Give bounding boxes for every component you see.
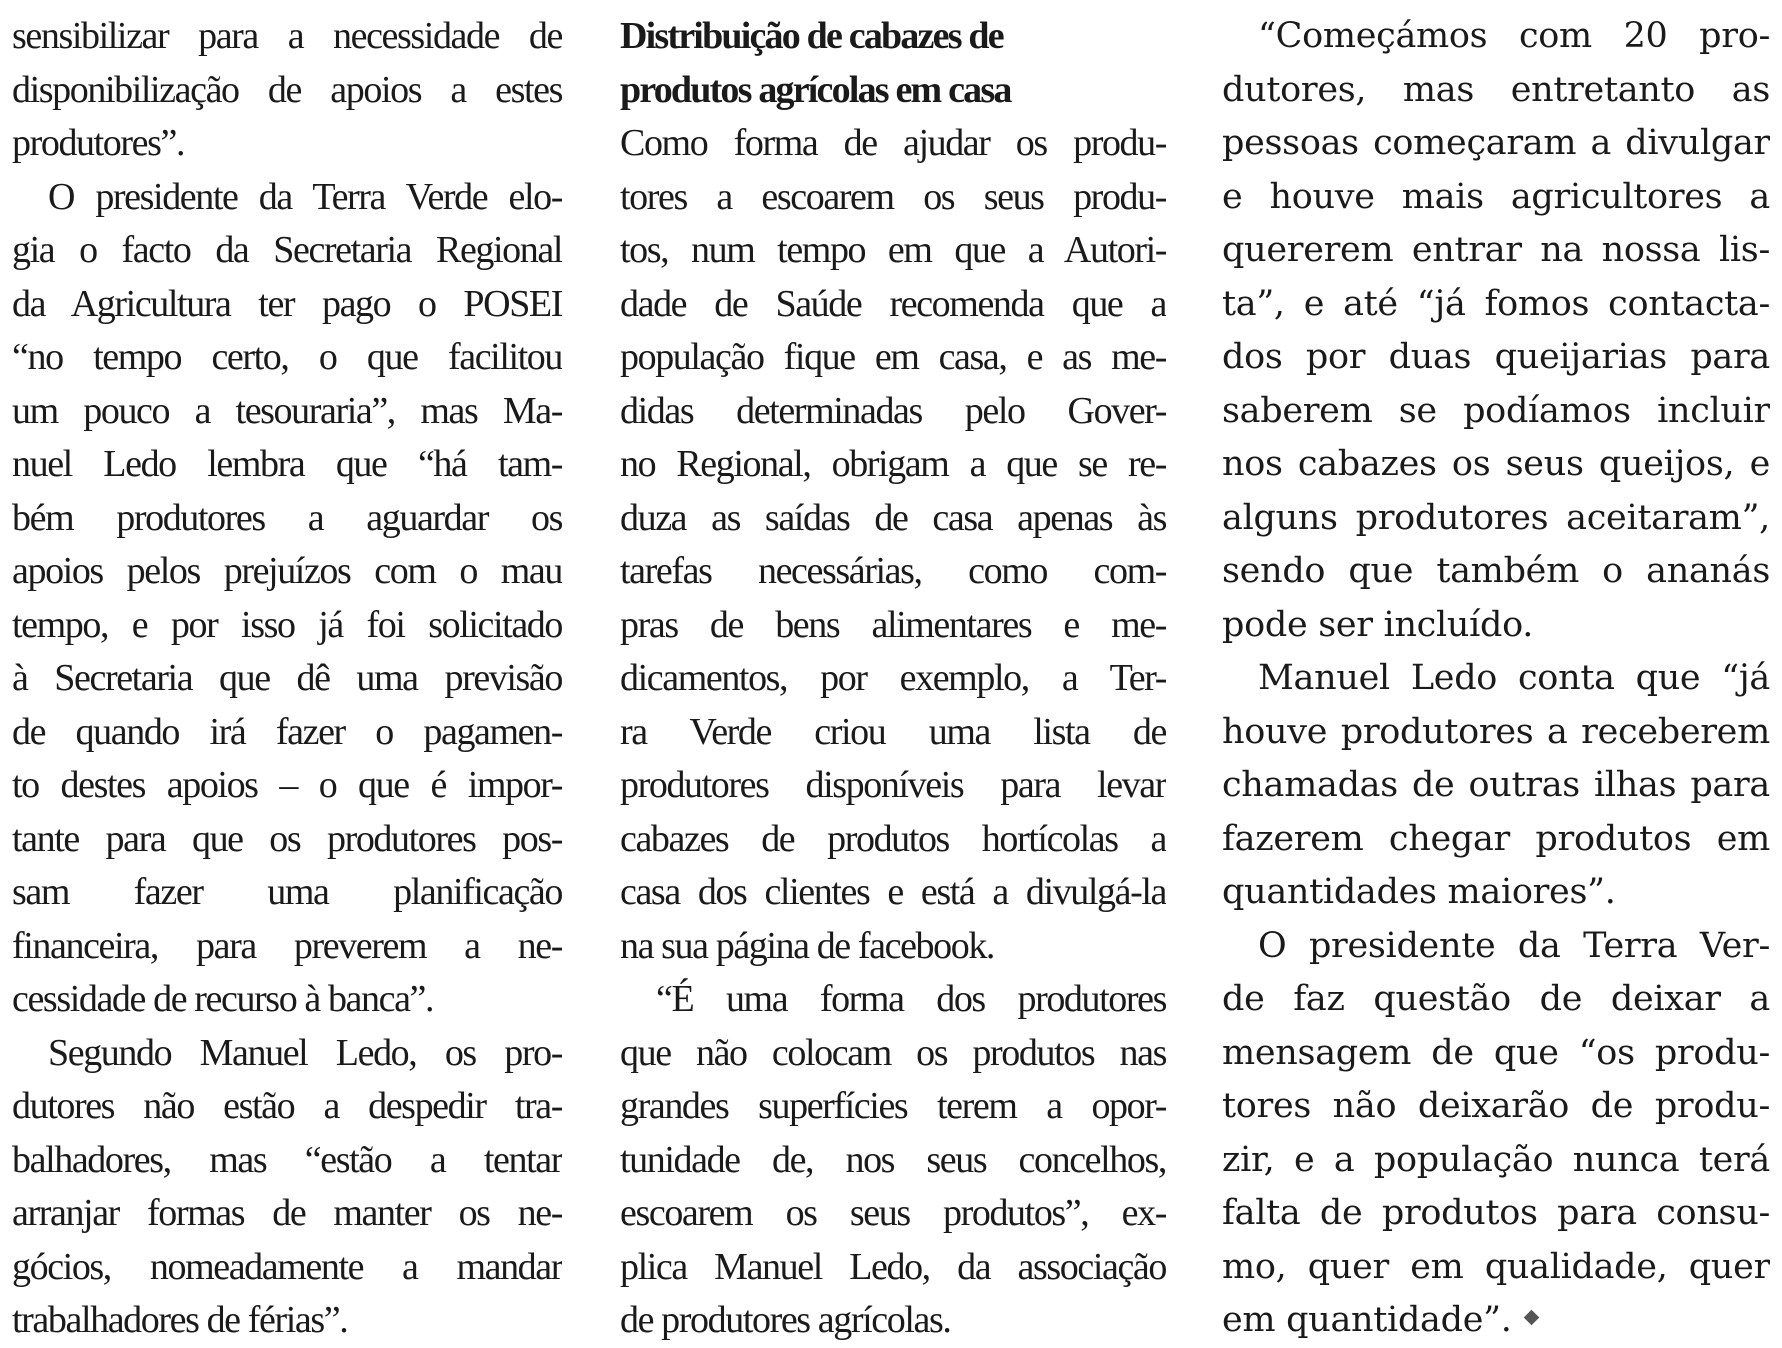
text-line: dutores não estão a despedir tra- <box>12 1085 562 1127</box>
text-line: houve produtores a receberem <box>1222 711 1770 752</box>
text-line: dutores, mas entretanto as <box>1222 69 1770 110</box>
text-line: pessoas começaram a divulgar <box>1222 123 1770 163</box>
text-line: à Secretaria que dê uma previsão <box>12 657 562 699</box>
text-line: tarefas necessárias, como com- <box>620 550 1166 592</box>
text-line: escoarem os seus produtos”, ex- <box>620 1192 1166 1234</box>
text-line: balhadores, mas “estão a tentar <box>12 1138 562 1181</box>
text-line: sensibilizar para a necessidade de <box>12 15 562 57</box>
text-line: trabalhadores de férias”. <box>12 1299 348 1341</box>
text-line: população fique em casa, e as me- <box>620 336 1166 378</box>
text-line: tempo, e por isso já foi solicitado <box>12 603 562 646</box>
text-line: pode ser incluído. <box>1222 604 1534 645</box>
text-line: no Regional, obrigam a que se re- <box>620 443 1166 485</box>
text-line: zir, e a população nunca terá <box>1222 1139 1770 1180</box>
text-line: O presidente da Terra Verde elo- <box>48 175 562 218</box>
text-line: produtores disponíveis para levar <box>620 764 1166 806</box>
text-line: Como forma de ajudar os produ- <box>620 122 1166 164</box>
text-line: Segundo Manuel Ledo, os pro- <box>48 1031 562 1074</box>
text-line: arranjar formas de manter os ne- <box>12 1192 562 1234</box>
text-line: sam fazer uma planificação <box>12 871 562 913</box>
text-line: falta de produtos para consu- <box>1222 1193 1770 1233</box>
text-line: plica Manuel Ledo, da associação <box>620 1245 1166 1288</box>
text-line: de faz questão de deixar a <box>1222 979 1770 1019</box>
diamond-end-mark-icon <box>1523 1310 1539 1326</box>
subheading: produtos agrícolas em casa <box>620 68 1011 111</box>
text-line: Manuel Ledo conta que “já <box>1258 658 1770 698</box>
text-line: da Agricultura ter pago o POSEI <box>12 282 562 325</box>
text-line: dade de Saúde recomenda que a <box>620 282 1166 325</box>
text-line: tunidade de, nos seus concelhos, <box>620 1138 1166 1181</box>
text-line: gia o facto da Secretaria Regional <box>12 229 562 271</box>
text-line: gócios, nomeadamente a mandar <box>12 1245 562 1288</box>
text-line: quererem entrar na nossa lis- <box>1222 230 1770 270</box>
text-line: saberem se podíamos incluir <box>1222 390 1770 431</box>
text-line: apoios pelos prejuízos com o mau <box>12 550 562 592</box>
final-text: em quantidade”. <box>1222 1300 1512 1340</box>
text-line: duza as saídas de casa apenas às <box>620 496 1166 539</box>
text-line: alguns produtores aceitaram”, <box>1222 497 1770 538</box>
text-line: que não colocam os produtos nas <box>620 1031 1166 1074</box>
text-line: ra Verde criou uma lista de <box>620 710 1166 753</box>
text-line: O presidente da Terra Ver- <box>1258 925 1770 966</box>
text-line: “Começámos com 20 pro- <box>1258 16 1770 56</box>
text-line: cessidade de recurso à banca”. <box>12 978 434 1020</box>
text-line: bém produtores a aguardar os <box>12 496 562 539</box>
text-line: financeira, para preverem a ne- <box>12 924 562 967</box>
text-line: tores não deixarão de produ- <box>1222 1086 1770 1126</box>
text-line: de quando irá fazer o pagamen- <box>12 710 562 753</box>
text-line: dicamentos, por exemplo, a Ter- <box>620 657 1166 699</box>
text-line: e houve mais agricultores a <box>1222 176 1770 217</box>
text-line: tores a escoarem os seus produ- <box>620 175 1166 218</box>
text-line: cabazes de produtos hortícolas a <box>620 817 1166 860</box>
text-line-final <box>1222 1294 1770 1348</box>
text-line: tos, num tempo em que a Autori- <box>620 229 1166 271</box>
article-column-1 <box>12 10 562 1348</box>
text-line: “no tempo certo, o que facilitou <box>12 336 562 378</box>
article-column-2 <box>620 10 1166 1348</box>
text-line: um pouco a tesouraria”, mas Ma- <box>12 389 562 432</box>
text-line: quantidades maiores”. <box>1222 872 1616 912</box>
text-line: nuel Ledo lembra que “há tam- <box>12 443 562 485</box>
text-line: mensagem de que “os produ- <box>1222 1032 1770 1073</box>
text-line: grandes superfícies terem a opor- <box>620 1085 1166 1127</box>
text-line: fazerem chegar produtos em <box>1222 818 1770 859</box>
text-line: mo, quer em qualidade, quer <box>1222 1246 1770 1287</box>
text-line: sendo que também o ananás <box>1222 551 1770 591</box>
text-line: disponibilização de apoios a estes <box>12 68 562 111</box>
text-line: didas determinadas pelo Gover- <box>620 389 1166 432</box>
text-line: “É uma forma dos produtores <box>656 978 1166 1020</box>
text-line: produtores”. <box>12 122 185 164</box>
text-line: pras de bens alimentares e me- <box>620 603 1166 646</box>
text-line: casa dos clientes e está a divulgá-la <box>620 871 1166 913</box>
text-line: dos por duas queijarias para <box>1222 337 1770 377</box>
article-column-3 <box>1222 10 1770 1348</box>
text-line: chamadas de outras ilhas para <box>1222 765 1770 805</box>
text-line: tante para que os produtores pos- <box>12 817 562 860</box>
text-line: to destes apoios – o que é impor- <box>12 764 562 806</box>
text-line: de produtores agrícolas. <box>620 1299 951 1341</box>
text-line: na sua página de facebook. <box>620 924 995 967</box>
text-line: ta”, e até “já fomos contacta- <box>1222 283 1770 324</box>
subheading: Distribuição de cabazes de <box>620 15 1003 57</box>
text-line: nos cabazes os seus queijos, e <box>1222 444 1770 484</box>
